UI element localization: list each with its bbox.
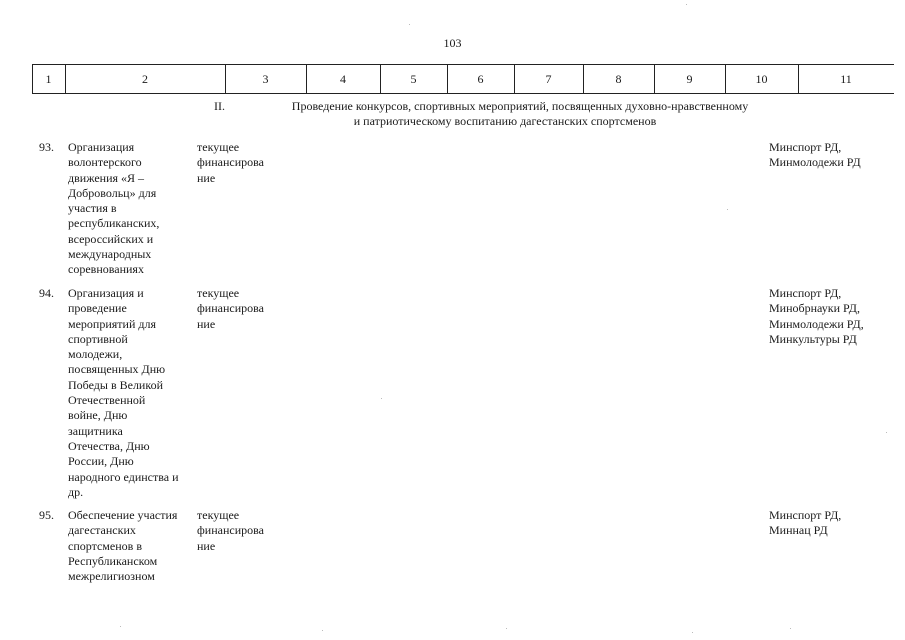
measure-name-line: молодежи, bbox=[68, 347, 123, 362]
measure-name-line: Победы в Великой bbox=[68, 377, 163, 392]
scan-speck bbox=[727, 209, 728, 210]
measure-name-line: участия в bbox=[68, 201, 117, 216]
measure-name bbox=[68, 286, 194, 500]
row-number: 94. bbox=[39, 286, 54, 300]
measure-name-line: др. bbox=[68, 484, 84, 499]
funding-line: финансирова bbox=[197, 301, 264, 316]
responsible-executors bbox=[769, 286, 899, 347]
measure-name-line: проведение bbox=[68, 301, 127, 316]
scan-speck bbox=[790, 628, 791, 629]
scan-speck bbox=[886, 432, 887, 433]
scan-speck bbox=[506, 628, 507, 629]
measure-name-line: Отечества, Дню bbox=[68, 438, 150, 453]
scan-speck bbox=[409, 24, 410, 25]
measure-name-line: России, Дню bbox=[68, 454, 134, 469]
col-2: 2 bbox=[142, 72, 148, 86]
measure-name-line: Организация и bbox=[68, 286, 144, 300]
col-3: 3 bbox=[262, 72, 269, 86]
measure-name-line: защитника bbox=[68, 423, 123, 438]
measure-name-line: Отечественной bbox=[68, 393, 146, 408]
page-number: 103 bbox=[443, 36, 462, 50]
measure-name-line: народного единства и bbox=[68, 469, 179, 484]
col-9: 9 bbox=[686, 72, 693, 86]
measure-name-line: международных bbox=[68, 247, 152, 262]
scan-speck bbox=[120, 626, 121, 627]
measure-name-line: волонтерского bbox=[68, 155, 142, 170]
responsible-line: Минмолодежи РД, bbox=[769, 316, 864, 331]
responsible-line: Минкультуры РД bbox=[769, 331, 857, 346]
measure-name-line: всероссийских и bbox=[68, 231, 154, 246]
measure-name-line: движения «Я – bbox=[68, 170, 145, 185]
scan-speck bbox=[692, 632, 693, 633]
measure-name-line: соревнованиях bbox=[68, 262, 144, 277]
measure-name-line: войне, Дню bbox=[68, 408, 128, 423]
funding-source bbox=[197, 140, 277, 186]
row-number: 93. bbox=[39, 140, 54, 154]
measure-name-line: Организация bbox=[68, 140, 135, 154]
col-6: 6 bbox=[477, 72, 484, 86]
scan-speck bbox=[381, 398, 382, 399]
responsible-executors bbox=[769, 508, 899, 539]
funding-line: финансирова bbox=[197, 155, 264, 170]
measure-name bbox=[68, 508, 194, 584]
measure-name-line: дагестанских bbox=[68, 523, 136, 538]
col-8: 8 bbox=[615, 72, 622, 86]
section-heading bbox=[200, 99, 810, 129]
section-number: II. bbox=[214, 99, 225, 113]
measure-name-line: спортивной bbox=[68, 331, 128, 346]
scan-speck bbox=[686, 4, 687, 5]
measure-name-line: республиканских, bbox=[68, 216, 160, 231]
col-5: 5 bbox=[410, 72, 417, 86]
measure-name-line: межрелигиозном bbox=[68, 569, 155, 584]
responsible-line: Минобрнауки РД, bbox=[769, 301, 860, 316]
measure-name-line: спортсменов в bbox=[68, 538, 142, 553]
funding-line: ние bbox=[197, 538, 216, 553]
funding-line: ние bbox=[197, 316, 216, 331]
column-number-header bbox=[32, 64, 894, 94]
scan-speck bbox=[322, 630, 323, 631]
measure-name-line: Республиканском bbox=[68, 553, 158, 568]
responsible-line: Миннац РД bbox=[769, 523, 828, 538]
measure-name-line: Добровольц» для bbox=[68, 185, 157, 200]
funding-line: финансирова bbox=[197, 523, 264, 538]
col-4: 4 bbox=[340, 72, 346, 86]
col-10: 10 bbox=[755, 72, 768, 86]
measure-name-line: посвященных Дню bbox=[68, 362, 166, 377]
responsible-line: Минспорт РД, bbox=[769, 286, 842, 300]
responsible-line: Минспорт РД, bbox=[769, 508, 842, 522]
section-title-line-1: Проведение конкурсов, спортивных мероприятий, посвященных духовно-нравственному bbox=[291, 99, 749, 113]
funding-line: текущее bbox=[197, 286, 240, 300]
funding-line: текущее bbox=[197, 140, 240, 154]
col-11: 11 bbox=[840, 72, 852, 86]
col-1: 1 bbox=[45, 72, 52, 86]
funding-line: ние bbox=[197, 170, 216, 185]
measure-name bbox=[68, 140, 194, 278]
responsible-line: Минспорт РД, bbox=[769, 140, 842, 154]
funding-line: текущее bbox=[197, 508, 240, 522]
funding-source bbox=[197, 286, 277, 332]
row-number: 95. bbox=[39, 508, 54, 522]
measure-name-line: мероприятий для bbox=[68, 316, 156, 331]
responsible-executors bbox=[769, 140, 899, 171]
col-7: 7 bbox=[545, 72, 552, 86]
section-title-line-2: и патриотическому воспитанию дагестанских спортсменов bbox=[353, 114, 657, 128]
funding-source bbox=[197, 508, 277, 554]
measure-name-line: Обеспечение участия bbox=[68, 508, 178, 522]
responsible-line: Минмолодежи РД bbox=[769, 155, 861, 170]
